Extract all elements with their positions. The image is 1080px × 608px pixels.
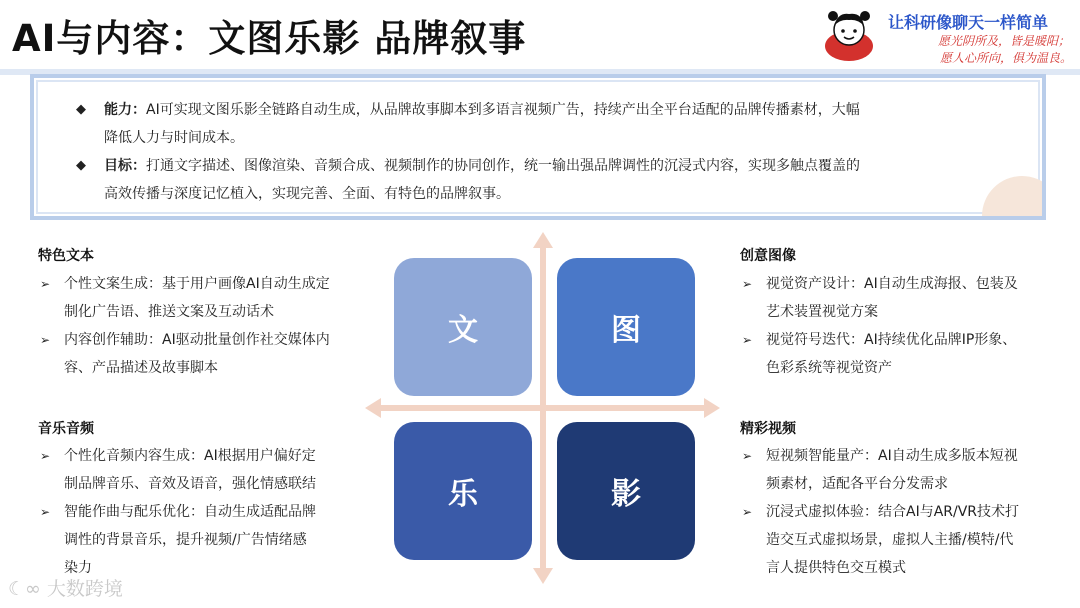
list-item-line: 容、产品描述及故事脚本 bbox=[64, 360, 218, 376]
quadrant-music: 乐 bbox=[394, 422, 532, 560]
list-item-line: 视觉符号迭代：AI持续优化品牌IP形象、 bbox=[766, 332, 1017, 348]
list-item-line: 沉浸式虚拟体验：结合AI与AR/VR技术打 bbox=[766, 504, 1020, 520]
list-item-line: 内容创作辅助：AI驱动批量创作社交媒体内 bbox=[64, 332, 330, 348]
list-item bbox=[38, 498, 368, 582]
list-item-line: 个性文案生成：基于用户画像AI自动生成定 bbox=[64, 276, 330, 292]
list-item bbox=[740, 442, 1070, 498]
list-item bbox=[740, 498, 1070, 582]
list-item-line: 造交互式虚拟场景，虚拟人主播/模特/代 bbox=[766, 532, 1014, 548]
axis-arrow-down-icon bbox=[533, 568, 553, 584]
arrow-bullet-icon: ➢ bbox=[742, 505, 753, 519]
section-music-list bbox=[38, 442, 368, 582]
brand-slogan: 让科研像聊天一样简单 bbox=[888, 13, 1049, 32]
summary-line: 降低人力与时间成本。 bbox=[104, 130, 244, 146]
section-video-list bbox=[740, 442, 1070, 582]
section-title-video: 精彩视频 bbox=[740, 421, 796, 437]
list-item-line: 短视频智能量产：AI自动生成多版本短视 bbox=[766, 448, 1018, 464]
list-item-line: 言人提供特色交互模式 bbox=[766, 560, 906, 576]
horizontal-axis bbox=[379, 405, 706, 411]
axis-arrow-left-icon bbox=[365, 398, 381, 418]
list-item bbox=[740, 326, 1070, 382]
diamond-bullet-icon: ◆ bbox=[76, 158, 86, 173]
summary-box bbox=[30, 74, 1046, 220]
section-title-text: 特色文本 bbox=[38, 248, 94, 264]
axis-arrow-right-icon bbox=[704, 398, 720, 418]
list-item bbox=[740, 270, 1070, 326]
brand-motto-line1: 愿光阴所及，皆是暖阳； bbox=[938, 34, 1071, 48]
section-text-list bbox=[38, 270, 368, 382]
brand-logo bbox=[820, 4, 1075, 66]
summary-text: 打通文字描述、图像渲染、音频合成、视频制作的协同创作，统一输出强品牌调性的沉浸式内容，实现多触点覆盖的 bbox=[146, 158, 860, 174]
diamond-bullet-icon: ◆ bbox=[76, 102, 86, 117]
arrow-bullet-icon: ➢ bbox=[742, 333, 753, 347]
summary-line bbox=[104, 152, 1024, 180]
list-item-line: 频素材，适配各平台分发需求 bbox=[766, 476, 948, 492]
list-item-line: 智能作曲与配乐优化：自动生成适配品牌 bbox=[64, 504, 316, 520]
list-item bbox=[38, 326, 368, 382]
list-item-line: 制品牌音乐、音效及语音，强化情感联结 bbox=[64, 476, 316, 492]
list-item-line: 视觉资产设计：AI自动生成海报、包装及 bbox=[766, 276, 1018, 292]
watermark bbox=[8, 574, 123, 601]
summary-line bbox=[104, 96, 1024, 124]
arrow-bullet-icon: ➢ bbox=[742, 449, 753, 463]
list-item-line: 色彩系统等视觉资产 bbox=[766, 360, 892, 376]
section-title-music: 音乐音频 bbox=[38, 421, 94, 437]
summary-item-capability bbox=[76, 96, 1024, 152]
summary-text: AI可实现文图乐影全链路自动生成，从品牌故事脚本到多语言视频广告，持续产出全平台适配的品牌传播素材，大幅 bbox=[146, 102, 860, 118]
summary-item-goal bbox=[76, 152, 1024, 208]
quadrant-video: 影 bbox=[557, 422, 695, 560]
list-item bbox=[38, 270, 368, 326]
list-item-line: 个性化音频内容生成：AI根据用户偏好定 bbox=[64, 448, 316, 464]
list-item-line: 调性的背景音乐，提升视频/广告情绪感 bbox=[64, 532, 307, 548]
list-item-line: 染力 bbox=[64, 560, 92, 576]
list-item-line: 制化广告语、推送文案及互动话术 bbox=[64, 304, 274, 320]
section-title-image: 创意图像 bbox=[740, 248, 796, 264]
section-image-list bbox=[740, 270, 1070, 382]
summary-label: 目标： bbox=[104, 158, 146, 174]
watermark-text: 大数跨境 bbox=[46, 578, 123, 600]
arrow-bullet-icon: ➢ bbox=[40, 333, 51, 347]
mascot-icon bbox=[820, 6, 878, 62]
arrow-bullet-icon: ➢ bbox=[40, 277, 51, 291]
arrow-bullet-icon: ➢ bbox=[40, 449, 51, 463]
list-item-line: 艺术装置视觉方案 bbox=[766, 304, 878, 320]
page-title: AI与内容：文图乐影 品牌叙事 bbox=[12, 17, 527, 60]
summary-label: 能力： bbox=[104, 102, 146, 118]
summary-line: 高效传播与深度记忆植入，实现完善、全面、有特色的品牌叙事。 bbox=[104, 186, 510, 202]
brand-motto-line2: 愿人心所向，俱为温良。 bbox=[940, 51, 1073, 65]
list-item bbox=[38, 442, 368, 498]
watermark-logo-icon: ☾∞ bbox=[8, 578, 47, 600]
arrow-bullet-icon: ➢ bbox=[742, 277, 753, 291]
arrow-bullet-icon: ➢ bbox=[40, 505, 51, 519]
quadrant-text: 文 bbox=[394, 258, 532, 396]
axis-arrow-up-icon bbox=[533, 232, 553, 248]
quadrant-image: 图 bbox=[557, 258, 695, 396]
